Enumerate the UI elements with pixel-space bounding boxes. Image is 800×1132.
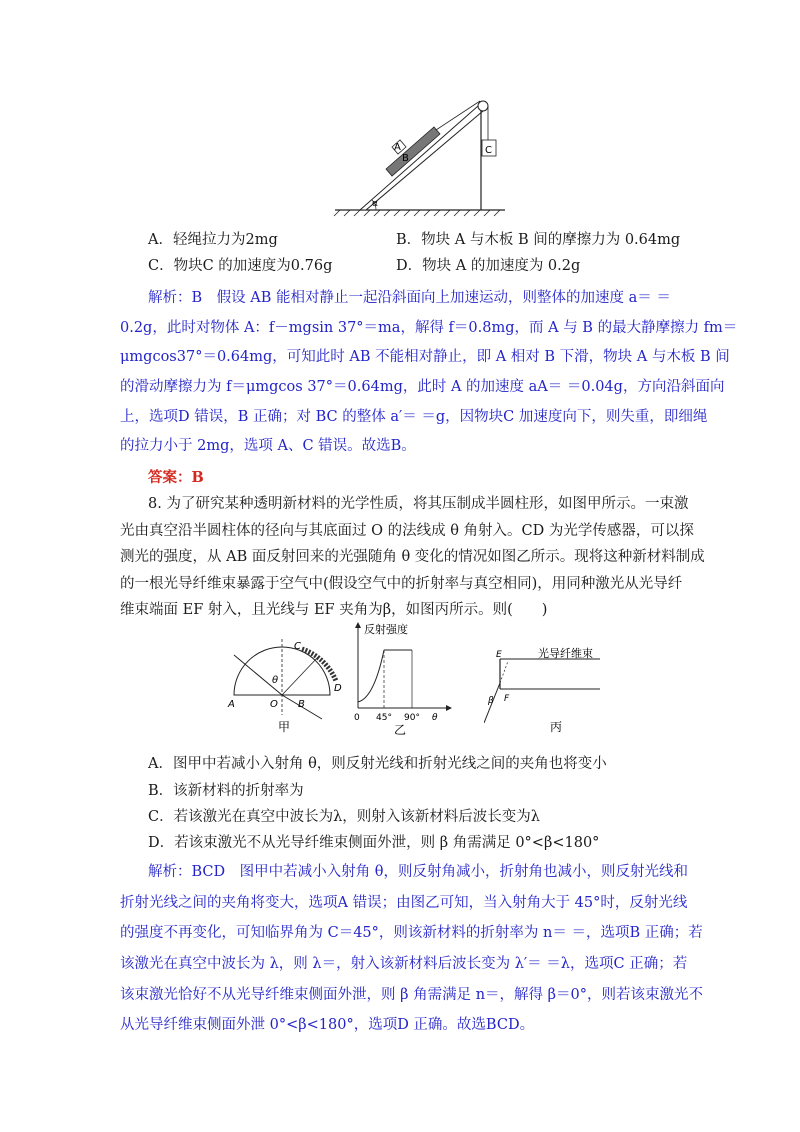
label-c: C [294,641,301,652]
caption-bing: 丙 [550,720,563,734]
q7-option-c[interactable]: C．物块C 的加速度为0.76g [148,258,333,274]
label-b: B [298,699,305,710]
intensity-curve [358,650,384,702]
figure-bing [484,643,606,737]
q7-solution-line: 0.2g，此时对物体 A：f－mgsin 37°＝ma，解得 f＝0.8mg，而 A 与 B 的最大静摩擦力 fm＝ [120,320,738,336]
label-d: D [334,683,342,694]
label-a: A [394,142,401,153]
q7-solution-line: μmgcos37°＝0.64mg，可知此时 AB 不能相对静止，即 A 相对 B 下滑，物块 A 与木板 B 间 [120,349,730,365]
x-axis-arrow [446,705,452,711]
label-b: B [402,153,409,164]
q8-solution-line: 该激光在真空中波长为 λ，则 λ＝，射入该新材料后波长变为 λ′＝ ＝λ，选项C 正确；若 [120,956,688,972]
label-theta: θ [272,675,279,686]
q8-solution-line: 折射光线之间的夹角将变大，选项A 错误；由图乙可知，当入射角大于 45°时，反射光线 [120,895,688,911]
q7-answer: 答案：B [148,469,204,486]
q7-solution-line: 上，选项D 错误，B 正确；对 BC 的整体 a′＝ ＝g，因物块C 加速度向下，则失重，即细绳 [120,409,708,425]
q8-stem-line: 8. 为了研究某种透明新材料的光学性质，将其压制成半圆柱形，如图甲所示。一束激 [148,496,689,512]
label-beta: β [488,696,494,706]
figure-yi [348,620,466,738]
y-axis-arrow [355,622,361,628]
q7-option-b[interactable]: B．物块 A 与木板 B 间的摩擦力为 0.64mg [396,232,681,248]
q8-stem-line: 维束端面 EF 射入，且光线与 EF 夹角为β，如图丙所示。则( ) [120,602,548,618]
x-label: θ [432,713,438,723]
label-e: E [496,650,502,660]
q8-solution-line: 该束激光恰好不从光导纤维束侧面外泄，则 β 角需满足 n＝，解得 β＝0°，则若该束激光不 [120,987,704,1003]
figure-jia [222,635,344,737]
label-c: C [485,145,492,156]
incline-pulley-figure [330,92,510,217]
q8-option-d[interactable]: D．若该束激光不从光导纤维束侧面外泄，则 β 角需满足 0°<β<180° [148,835,600,851]
q7-solution-line: 的滑动摩擦力为 f＝μmgcos 37°＝0.64mg，此时 A 的加速度 aA＝ ＝0.04g，方向沿斜面向 [120,379,725,395]
caption-jia: 甲 [278,720,291,734]
incline-surface [360,106,483,210]
fiber-label: 光导纤维束 [538,647,593,660]
label-a: A [228,699,235,710]
q7-solution-line: 解析：B 假设 AB 能相对静止一起沿斜面向上加速运动，则整体的加速度 a＝ ＝ [148,290,671,306]
tick-45: 45° [376,713,392,723]
label-f: F [504,694,510,704]
label-alpha: α [372,199,378,209]
q7-solution-line: 的拉力小于 2mg，选项 A、C 错误。故选B。 [120,438,416,454]
q8-stem-line: 的一根光导纤维束暴露于空气中(假设空气中的折射率与真空相同)，用同种激光从光导纤 [120,576,683,592]
q8-option-a[interactable]: A．图甲中若减小入射角 θ，则反射光线和折射光线之间的夹角也将变小 [148,756,607,772]
ground-hatch [334,210,500,216]
q8-stem-line: 测光的强度，从 AB 面反射回来的光强随角 θ 变化的情况如图乙所示。现将这种新材料制成 [120,549,705,565]
pulley-icon [478,101,488,111]
q8-option-c[interactable]: C．若该激光在真空中波长为λ，则射入该新材料后波长变为λ [148,809,540,825]
q8-option-b[interactable]: B．该新材料的折射率为 [148,783,304,799]
label-o: O [270,699,278,710]
q7-option-d[interactable]: D．物块 A 的加速度为 0.2g [396,258,581,274]
inner-ray [500,661,508,683]
y-label: 反射强度 [364,623,408,636]
q8-solution-line: 从光导纤维束侧面外泄 0°<β<180°，选项D 正确。故选BCD。 [120,1017,535,1033]
q7-option-a[interactable]: A．轻绳拉力为2mg [148,232,278,248]
caption-yi: 乙 [394,723,407,737]
q8-stem-line: 光由真空沿半圆柱体的径向与其底面过 O 的法线成 θ 角射入。CD 为光学传感器，可以探 [120,523,694,539]
q8-solution-line: 的强度不再变化，可知临界角为 C＝45°，则该新材料的折射率为 n＝ ＝，选项B 正确；若 [120,925,703,941]
tick-0: 0 [354,713,360,723]
tick-90: 90° [404,713,420,723]
q8-solution-line: 解析：BCD 图甲中若减小入射角 θ，则反射角减小，折射角也减小，则反射光线和 [148,864,688,880]
